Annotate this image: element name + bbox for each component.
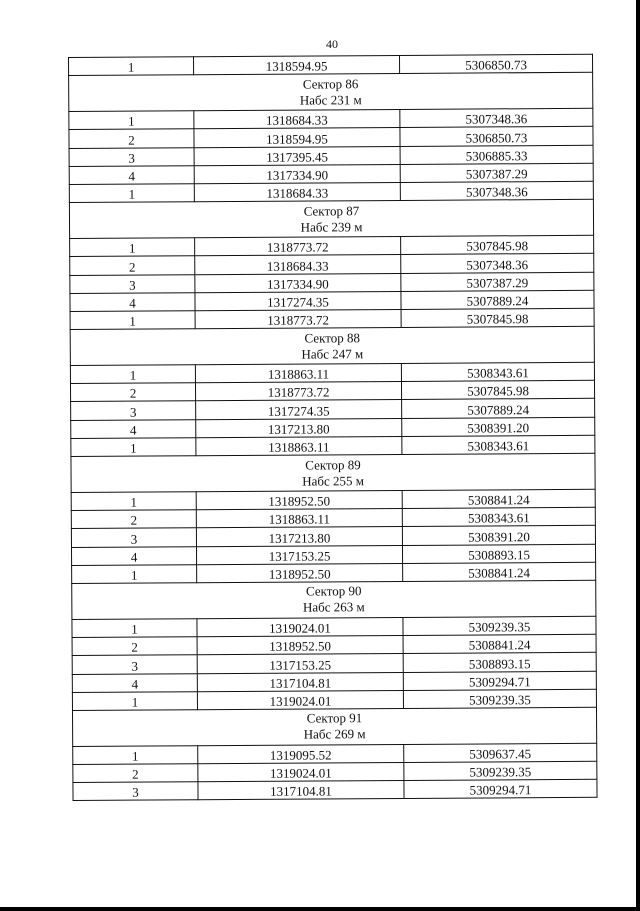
sector-title: Сектор 89 (305, 456, 361, 473)
point-number-cell: 1 (69, 57, 194, 76)
point-number-cell: 1 (71, 492, 196, 511)
x-coordinate-cell: 1317104.81 (198, 781, 404, 800)
y-coordinate-cell: 5307889.24 (401, 290, 594, 309)
y-coordinate-cell: 5307845.98 (401, 308, 594, 327)
point-number-cell: 1 (69, 111, 194, 130)
sector-absolute-height: Набс 231 м (299, 91, 362, 108)
coordinates-table (68, 54, 598, 802)
y-coordinate-cell: 5307889.24 (402, 399, 595, 418)
y-coordinate-cell: 5307845.98 (401, 235, 594, 254)
sector-title: Сектор 86 (302, 75, 359, 92)
point-number-cell: 3 (71, 401, 196, 420)
y-coordinate-cell: 5308343.61 (401, 362, 594, 381)
point-number-cell: 4 (70, 292, 195, 311)
scan-edge-right (636, 0, 640, 911)
x-coordinate-cell: 1317395.45 (194, 146, 400, 165)
sector-absolute-height: Набс 239 м (300, 218, 363, 235)
y-coordinate-cell: 5308893.15 (403, 653, 596, 672)
x-coordinate-cell: 1318863.11 (196, 509, 402, 528)
point-number-cell: 3 (72, 655, 197, 674)
point-number-cell: 1 (70, 365, 195, 384)
y-coordinate-cell: 5307845.98 (401, 381, 594, 400)
point-number-cell: 2 (70, 256, 195, 275)
x-coordinate-cell: 1317104.81 (197, 672, 403, 691)
point-number-cell: 4 (72, 673, 197, 692)
sector-title: Сектор 87 (303, 202, 360, 219)
sector-header-row (69, 199, 593, 238)
y-coordinate-cell: 5308841.24 (402, 489, 595, 508)
point-number-cell: 2 (70, 383, 195, 402)
y-coordinate-cell: 5306850.73 (400, 127, 593, 146)
x-coordinate-cell: 1317334.90 (194, 164, 400, 183)
sector-absolute-height: Набс 255 м (302, 472, 365, 489)
y-coordinate-cell: 5306850.73 (399, 54, 592, 73)
y-coordinate-cell: 5308343.61 (402, 435, 595, 454)
sector-absolute-height: Набс 263 м (302, 599, 365, 616)
sector-title: Сектор 88 (304, 329, 361, 346)
x-coordinate-cell: 1318952.50 (196, 490, 402, 509)
table-row (71, 544, 595, 565)
sector-header-cell (69, 199, 593, 238)
y-coordinate-cell: 5308893.15 (402, 544, 595, 563)
y-coordinate-cell: 5308841.24 (403, 562, 596, 581)
point-number-cell: 2 (72, 637, 197, 656)
y-coordinate-cell: 5308841.24 (403, 634, 596, 653)
sector-header-row (72, 707, 596, 746)
y-coordinate-cell: 5309294.71 (404, 780, 597, 799)
sector-header-cell (71, 453, 595, 492)
y-coordinate-cell: 5306885.33 (400, 145, 593, 164)
x-coordinate-cell: 1319024.01 (197, 617, 403, 636)
x-coordinate-cell: 1318952.50 (197, 636, 403, 655)
x-coordinate-cell: 1319095.52 (198, 744, 404, 763)
point-number-cell: 4 (69, 165, 194, 184)
y-coordinate-cell: 5307387.29 (401, 272, 594, 291)
sector-title: Сектор 91 (306, 710, 363, 726)
x-coordinate-cell: 1317213.80 (196, 527, 402, 546)
point-number-cell: 1 (70, 311, 195, 330)
point-number-cell: 1 (73, 746, 198, 765)
x-coordinate-cell: 1318594.95 (194, 55, 400, 74)
point-number-cell: 1 (69, 184, 194, 203)
point-number-cell: 1 (71, 438, 196, 457)
x-coordinate-cell: 1318863.11 (196, 436, 402, 455)
table-row (71, 507, 595, 528)
point-number-cell: 4 (71, 419, 196, 438)
point-number-cell: 3 (71, 528, 196, 547)
table-row (73, 780, 597, 801)
sector-title: Сектор 90 (305, 583, 362, 599)
point-number-cell: 4 (71, 546, 196, 565)
x-coordinate-cell: 1318684.33 (194, 110, 400, 129)
x-coordinate-cell: 1318863.11 (195, 364, 401, 383)
y-coordinate-cell: 5307348.36 (400, 108, 593, 127)
y-coordinate-cell: 5308391.20 (402, 417, 595, 436)
y-coordinate-cell: 5309294.71 (403, 671, 596, 690)
point-number-cell: 2 (71, 510, 196, 529)
point-number-cell: 3 (70, 274, 195, 293)
sector-absolute-height: Набс 247 м (301, 345, 364, 362)
sector-header-row (70, 326, 594, 365)
table-row (71, 526, 595, 547)
point-number-cell: 3 (73, 782, 198, 801)
sector-header-row (69, 72, 593, 111)
sector-absolute-height: Набс 269 м (303, 726, 366, 742)
y-coordinate-cell: 5309239.35 (403, 616, 596, 635)
table-row (71, 489, 595, 510)
x-coordinate-cell: 1318684.33 (194, 182, 400, 201)
y-coordinate-cell: 5308343.61 (402, 507, 595, 526)
sector-header-cell (69, 72, 593, 111)
sector-header-cell (72, 707, 596, 746)
x-coordinate-cell: 1318684.33 (195, 255, 401, 274)
x-coordinate-cell: 1317334.90 (195, 273, 401, 292)
y-coordinate-cell: 5309637.45 (404, 743, 597, 762)
x-coordinate-cell: 1317213.80 (196, 418, 402, 437)
point-number-cell: 3 (69, 147, 194, 166)
scan-edge-bottom (0, 907, 640, 911)
x-coordinate-cell: 1319024.01 (198, 763, 404, 782)
x-coordinate-cell: 1318952.50 (197, 563, 403, 582)
y-coordinate-cell: 5307348.36 (400, 181, 593, 200)
x-coordinate-cell: 1317153.25 (196, 545, 402, 564)
point-number-cell: 1 (70, 238, 195, 257)
point-number-cell: 1 (72, 564, 197, 583)
sector-header-cell (70, 326, 594, 365)
y-coordinate-cell: 5309239.35 (404, 761, 597, 780)
y-coordinate-cell: 5309239.35 (403, 689, 596, 708)
table-row (72, 562, 596, 583)
point-number-cell: 1 (72, 691, 197, 710)
sector-header-row (71, 453, 595, 492)
x-coordinate-cell: 1317274.35 (195, 291, 401, 310)
page-number: 40 (326, 37, 338, 51)
coordinates-table-body (69, 54, 598, 801)
x-coordinate-cell: 1318773.72 (195, 382, 401, 401)
point-number-cell: 1 (72, 619, 197, 638)
y-coordinate-cell: 5308391.20 (402, 526, 595, 545)
point-number-cell: 2 (73, 764, 198, 783)
x-coordinate-cell: 1317274.35 (196, 400, 402, 419)
x-coordinate-cell: 1319024.01 (197, 690, 403, 709)
x-coordinate-cell: 1317153.25 (197, 654, 403, 673)
y-coordinate-cell: 5307348.36 (401, 254, 594, 273)
sector-header-cell (72, 580, 596, 619)
sector-header-row (72, 580, 596, 619)
x-coordinate-cell: 1318773.72 (195, 309, 401, 328)
y-coordinate-cell: 5307387.29 (400, 163, 593, 182)
x-coordinate-cell: 1318773.72 (195, 237, 401, 256)
x-coordinate-cell: 1318594.95 (194, 128, 400, 147)
point-number-cell: 2 (69, 129, 194, 148)
